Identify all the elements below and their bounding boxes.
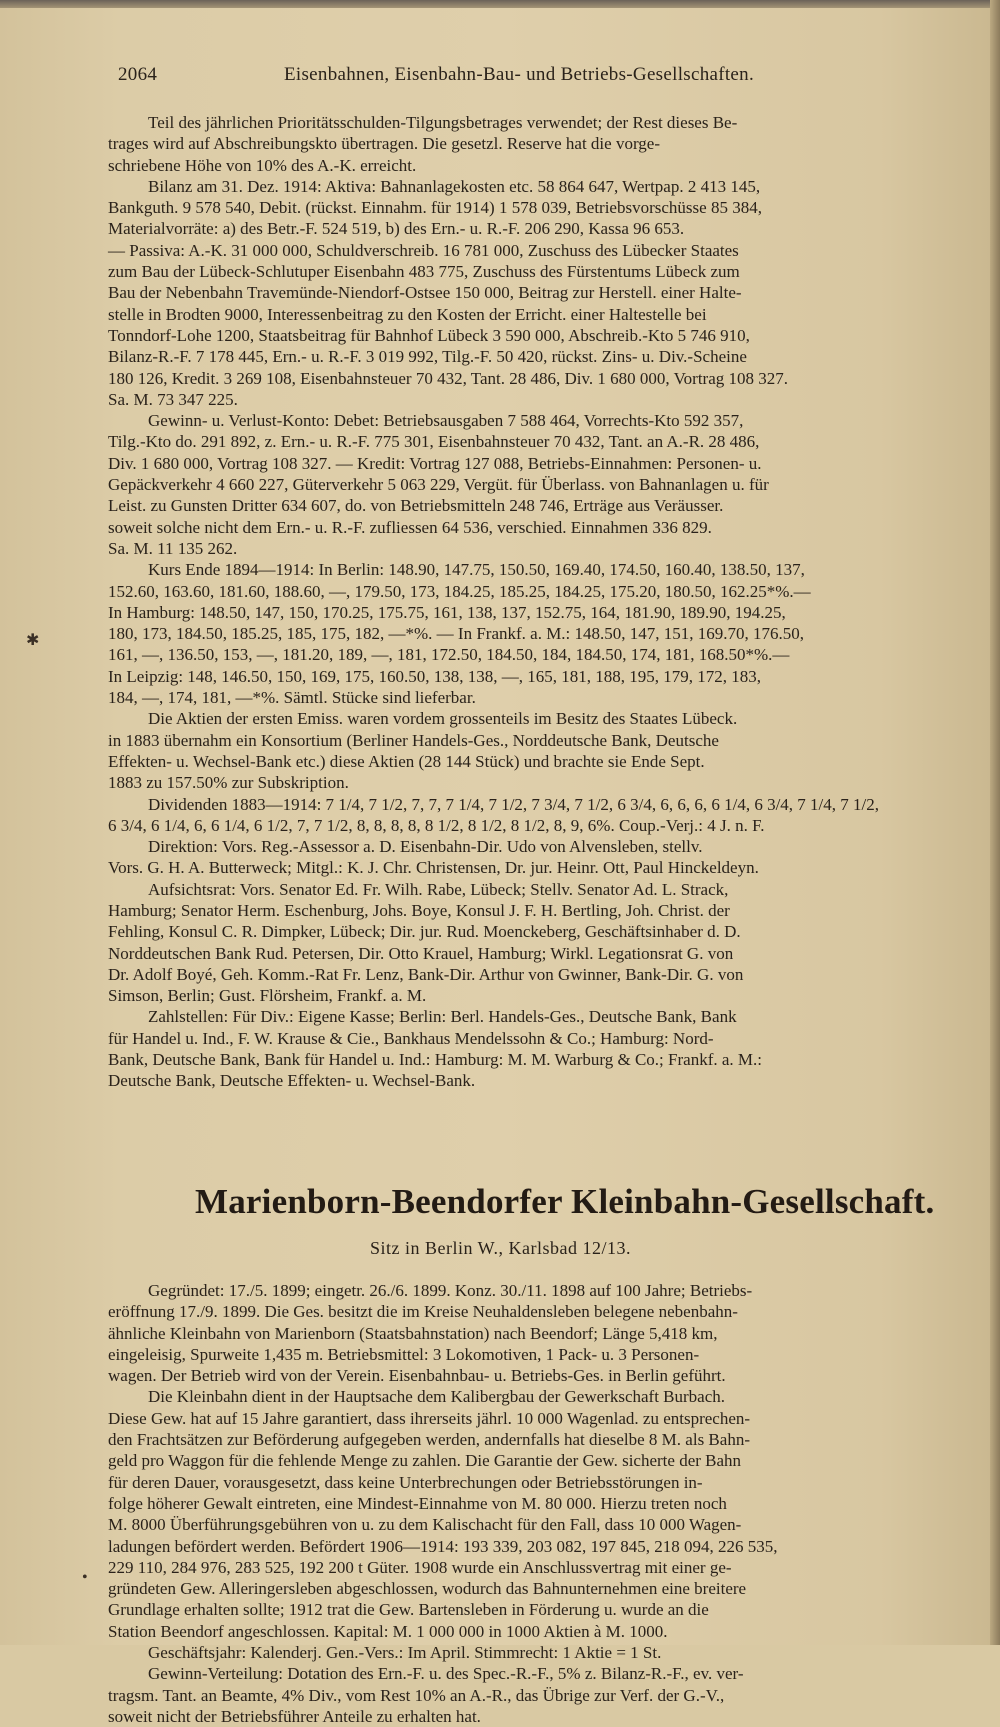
text-line: Effekten- u. Wechsel-Bank etc.) diese Aktien (28 144 Stück) und brachte sie Ende Sept. (108, 751, 705, 771)
text-line: 184, —, 174, 181, —*%. Sämtl. Stücke sind lieferbar. (108, 688, 476, 708)
section-title: Marienborn-Beendorfer Kleinbahn-Gesellschaft. (195, 1182, 935, 1221)
text-line: den Frachtsätzen zur Beförderung aufgegeben werden, andernfalls hat dieselbe 8 M. als Bahn- (108, 1430, 750, 1450)
text-line: ladungen befördert werden. Befördert 1906—1914: 193 339, 203 082, 197 845, 218 094, 226 535, (108, 1536, 778, 1556)
page-header (118, 64, 948, 94)
text-line: 180 126, Kredit. 3 269 108, Eisenbahnsteuer 70 432, Tant. 28 486, Div. 1 680 000, Vortrag 108 327. (108, 368, 789, 388)
text-line: Grundlage erhalten sollte; 1912 trat die Gew. Bartensleben in Förderung u. wurde an die (108, 1600, 709, 1620)
text-line: Sa. M. 73 347 225. (108, 389, 238, 409)
text-line: In Hamburg: 148.50, 147, 150, 170.25, 175.75, 161, 138, 137, 152.75, 164, 181.90, 189.90, 194.25, (108, 602, 786, 622)
text-line: Station Beendorf angeschlossen. Kapital: M. 1 000 000 in 1000 Aktien à M. 1000. (108, 1621, 668, 1641)
running-title: Eisenbahnen, Eisenbahn-Bau- und Betriebs-Gesellschaften. (284, 64, 755, 85)
text-line: 229 110, 284 976, 283 525, 192 200 t Güter. 1908 wurde ein Anschlussvertrag mit einer ge- (108, 1557, 732, 1577)
text-line: Bank, Deutsche Bank, Bank für Handel u. Ind.: Hamburg: M. M. Warburg & Co.; Frankf. a. M.: (108, 1050, 762, 1070)
text-line: 161, —, 136.50, 153, —, 181.20, 189, —, 181, 172.50, 184.50, 184, 184.50, 174, 181, 168.50*%.— (108, 645, 790, 665)
text-line: schriebene Höhe von 10% des A.-K. erreicht. (108, 155, 417, 175)
text-line: Bankguth. 9 578 540, Debit. (rückst. Einnahm. für 1914) 1 578 039, Betriebsvorschüsse 85 384, (108, 198, 762, 218)
text-line: eingeleisig, Spurweite 1,435 m. Betriebsmittel: 3 Lokomotiven, 1 Pack- u. 3 Personen- (108, 1344, 700, 1364)
kleinbahn-entry-text (108, 1280, 988, 1727)
margin-mark: • (82, 1569, 88, 1586)
text-line: folge höherer Gewalt eintreten, eine Mindest-Einnahme von M. 80 000. Hierzu treten noch (108, 1493, 727, 1513)
text-line: ähnliche Kleinbahn von Marienborn (Staatsbahnstation) nach Beendorf; Länge 5,418 km, (108, 1323, 718, 1343)
text-line: Gewinn- u. Verlust-Konto: Debet: Betriebsausgaben 7 588 464, Vorrechts-Kto 592 357, (148, 411, 744, 431)
text-line: Fehling, Konsul C. R. Dimpker, Lübeck; Dir. jur. Rud. Moenckeberg, Geschäftsinhaber d. D. (108, 922, 741, 942)
text-line: 1883 zu 157.50% zur Subskription. (108, 773, 349, 793)
text-line: Hamburg; Senator Herm. Eschenburg, Johs. Boye, Konsul J. F. H. Bertling, Joh. Christ. der (108, 900, 730, 920)
text-line: Gepäckverkehr 4 660 227, Güterverkehr 5 063 229, Vergüt. für Überlass. von Bahnanlagen u. für (108, 475, 769, 495)
text-line: Kurs Ende 1894—1914: In Berlin: 148.90, 147.75, 150.50, 169.40, 174.50, 160.40, 138.50, 137, (148, 560, 805, 580)
text-line: In Leipzig: 148, 146.50, 150, 169, 175, 160.50, 138, 138, —, 165, 181, 188, 195, 179, 172, 183, (108, 666, 762, 686)
text-line: 152.60, 163.60, 181.60, 188.60, —, 179.50, 173, 184.25, 185.25, 184.25, 175.20, 180.50, 162.25*%.— (108, 581, 811, 601)
text-line: Bilanz am 31. Dez. 1914: Aktiva: Bahnanlagekosten etc. 58 864 647, Wertpap. 2 413 145, (148, 176, 761, 196)
text-line: in 1883 übernahm ein Konsortium (Berliner Handels-Ges., Norddeutsche Bank, Deutsche (108, 730, 719, 750)
text-line: für deren Dauer, vorausgesetzt, dass keine Unterbrechungen oder Betriebsstörungen in- (108, 1472, 703, 1492)
text-line: Die Kleinbahn dient in der Hauptsache dem Kalibergbau der Gewerkschaft Burbach. (148, 1387, 726, 1407)
text-line: Materialvorräte: a) des Betr.-F. 524 519, b) des Ern.- u. R.-F. 206 290, Kassa 96 653. (108, 219, 685, 239)
text-line: stelle in Brodten 9000, Interessenbeitrag zu den Kosten der Erricht. einer Haltestelle bei (108, 304, 707, 324)
text-line: Geschäftsjahr: Kalenderj. Gen.-Vers.: Im April. Stimmrecht: 1 Aktie = 1 St. (148, 1643, 662, 1663)
text-line: Bau der Nebenbahn Travemünde-Niendorf-Ostsee 150 000, Beitrag zur Herstell. einer Halte- (108, 283, 742, 303)
margin-mark: ✱ (26, 632, 40, 649)
text-line: Deutsche Bank, Deutsche Effekten- u. Wechsel-Bank. (108, 1071, 476, 1091)
text-line: Teil des jährlichen Prioritätsschulden-Tilgungsbetrages verwendet; der Rest dieses Be- (148, 113, 738, 132)
text-line: wagen. Der Betrieb wird von der Verein. Eisenbahnbau- u. Betriebs-Ges. in Berlin geführt. (108, 1366, 726, 1386)
text-line: Tilg.-Kto do. 291 892, z. Ern.- u. R.-F. 775 301, Eisenbahnsteuer 70 432, Tant. an A.-R. 28 486, (108, 432, 760, 452)
text-line: Bilanz-R.-F. 7 178 445, Ern.- u. R.-F. 3 019 992, Tilg.-F. 50 420, rückst. Zins- u. Div.-Scheine (108, 347, 747, 367)
text-line: soweit nicht der Betriebsführer Anteile zu erhalten hat. (108, 1706, 481, 1726)
text-line: tragsm. Tant. an Beamte, 4% Div., vom Rest 10% an A.-R., das Übrige zur Verf. der G.-V., (108, 1685, 725, 1705)
text-line: 180, 173, 184.50, 185.25, 185, 175, 182, —*%. — In Frankf. a. M.: 148.50, 147, 151, 169.70, 176.50, (108, 624, 805, 644)
text-line: Die Aktien der ersten Emiss. waren vordem grossenteils im Besitz des Staates Lübeck. (148, 709, 738, 729)
text-line: geld pro Waggon für die fehlende Menge zu zahlen. Die Garantie der Gew. sicherte der Bahn (108, 1451, 742, 1471)
text-line: Tonndorf-Lohe 1200, Staatsbeitrag für Bahnhof Lübeck 3 590 000, Abschreib.-Kto 5 746 910, (108, 325, 750, 345)
text-line: gründeten Gew. Alleringersleben abgeschlossen, wodurch das Bahnunternehmen eine breitere (108, 1579, 747, 1599)
text-line: zum Bau der Lübeck-Schlutuper Eisenbahn 483 775, Zuschuss des Fürstentums Lübeck zum (108, 262, 740, 282)
railway-company-entry-text (108, 112, 988, 1092)
text-line: Gegründet: 17./5. 1899; eingetr. 26./6. 1899. Konz. 30./11. 1898 auf 100 Jahre; Betriebs- (148, 1281, 753, 1300)
text-line: Dividenden 1883—1914: 7 1/4, 7 1/2, 7, 7, 7 1/4, 7 1/2, 7 3/4, 7 1/2, 6 3/4, 6, 6, 6, 6 1/4, 6 3/4, 7 1/4, 7 1/2, (148, 794, 879, 814)
text-line: soweit solche nicht dem Ern.- u. R.-F. zufliessen 64 536, verschied. Einnahmen 336 829. (108, 517, 712, 537)
text-line: Direktion: Vors. Reg.-Assessor a. D. Eisenbahn-Dir. Udo von Alvensleben, stellv. (148, 837, 703, 857)
text-line: Div. 1 680 000, Vortrag 108 327. — Kredit: Vortrag 127 088, Betriebs-Einnahmen: Personen- u. (108, 453, 762, 473)
text-line: Gewinn-Verteilung: Dotation des Ern.-F. u. des Spec.-R.-F., 5% z. Bilanz-R.-F., ev. ver- (148, 1664, 744, 1684)
company-seat: Sitz in Berlin W., Karlsbad 12/13. (370, 1238, 631, 1258)
text-line: Zahlstellen: Für Div.: Eigene Kasse; Berlin: Berl. Handels-Ges., Deutsche Bank, Bank (148, 1007, 737, 1027)
text-line: Sa. M. 11 135 262. (108, 538, 238, 558)
text-line: Diese Gew. hat auf 15 Jahre garantiert, dass ihrerseits jährl. 10 000 Wagenlad. zu entsprechen- (108, 1408, 751, 1428)
text-line: Norddeutschen Bank Rud. Petersen, Dir. Otto Krauel, Hamburg; Wirkl. Legationsrat G. von (108, 943, 734, 963)
page-number: 2064 (118, 64, 158, 85)
text-line: für Handel u. Ind., F. W. Krause & Cie., Bankhaus Mendelssohn & Co.; Hamburg: Nord- (108, 1028, 714, 1048)
text-line: Aufsichtsrat: Vors. Senator Ed. Fr. Wilh. Rabe, Lübeck; Stellv. Senator Ad. L. Strack, (148, 879, 729, 899)
text-line: Simson, Berlin; Gust. Flörsheim, Frankf. a. M. (108, 986, 427, 1006)
text-line: — Passiva: A.-K. 31 000 000, Schuldverschreib. 16 781 000, Zuschuss des Lübecker Staates (108, 240, 739, 260)
text-line: eröffnung 17./9. 1899. Die Ges. besitzt die im Kreise Neuhaldensleben belegene nebenbahn- (108, 1302, 738, 1322)
text-line: 6 3/4, 6 1/4, 6, 6 1/4, 6 1/2, 7, 7 1/2, 8, 8, 8, 8, 8 1/2, 8 1/2, 8 1/2, 8, 9, 6%. Coup.-Verj.: 4 J. n. F. (108, 815, 765, 835)
text-line: trages wird auf Abschreibungskto übertragen. Die gesetzl. Reserve hat die vorge- (108, 134, 661, 154)
text-line: Dr. Adolf Boyé, Geh. Komm.-Rat Fr. Lenz, Bank-Dir. Arthur von Gwinner, Bank-Dir. G. von (108, 964, 744, 984)
text-line: Vors. G. H. A. Butterweck; Mitgl.: K. J. Chr. Christensen, Dr. jur. Heinr. Ott, Paul Hinckeldeyn. (108, 858, 759, 878)
text-line: M. 8000 Überführungsgebühren von u. zu dem Kalischacht für den Fall, dass 10 000 Wagen- (108, 1515, 742, 1535)
text-line: Leist. zu Gunsten Dritter 634 607, do. von Betriebsmitteln 248 746, Erträge aus Veräusser. (108, 496, 724, 516)
